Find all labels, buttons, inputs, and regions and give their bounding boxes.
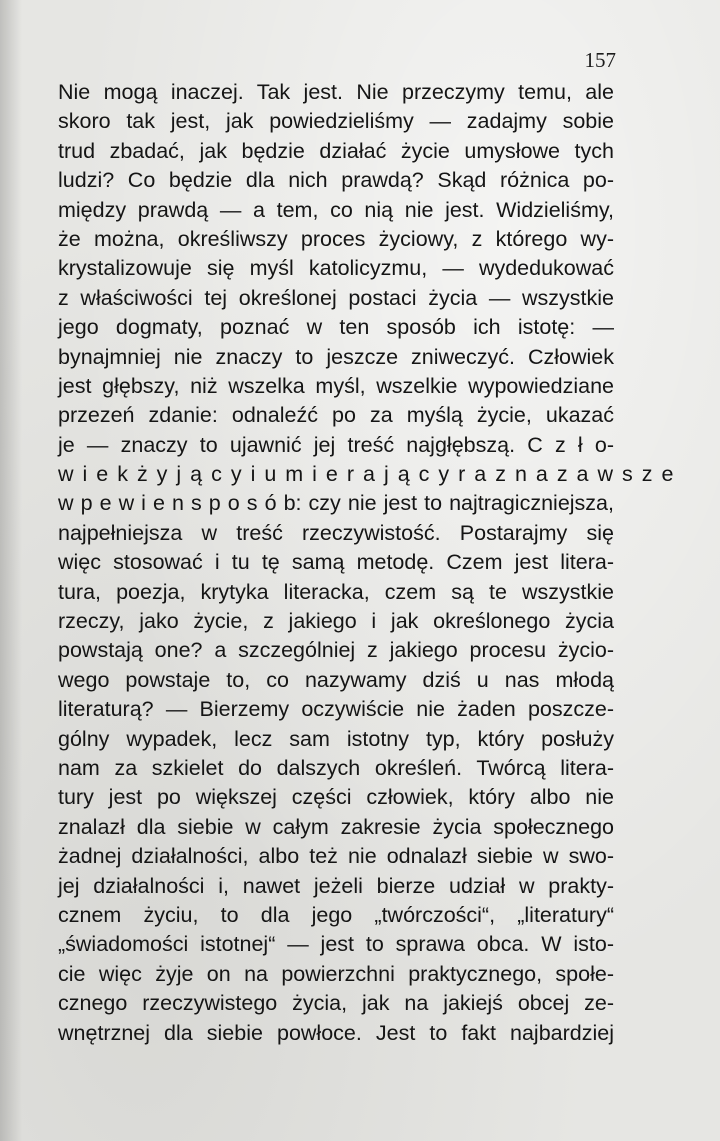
- text-line: cznem życiu, to dla jego „twórczości“, „literatury“: [58, 902, 614, 927]
- text-line: wnętrznej dla siebie powłoce. Jest to fakt najbardziej: [58, 1020, 614, 1045]
- text-line: z właściwości tej określonej postaci życia — wszystkie: [58, 285, 614, 310]
- text-line: w p e w i e n s p o s ó b: czy nie jest to najtragiczniejsza,: [58, 491, 614, 516]
- text-line: krystalizowuje się myśl katolicyzmu, — wydedukować: [58, 256, 614, 281]
- text-line: bynajmniej nie znaczy to jeszcze zniweczyć. Człowiek: [58, 344, 614, 369]
- text-line: rzeczy, jako życie, z jakiego i jak określonego życia: [58, 609, 614, 634]
- text-line: jej działalności i, nawet jeżeli bierze udział w prakty-: [58, 873, 614, 898]
- text-line: ludzi? Co będzie dla nich prawdą? Skąd różnica po-: [58, 168, 614, 193]
- body-text: [58, 78, 675, 1048]
- text-line: jest głębszy, niż wszelka myśl, wszelkie wypowiedziane: [58, 373, 614, 398]
- text-line: trud zbadać, jak będzie działać życie umysłowe tych: [58, 138, 614, 163]
- text-line: powstają one? a szczególniej z jakiego procesu życio-: [58, 638, 614, 663]
- text-line: jego dogmaty, poznać w ten sposób ich istotę: —: [58, 315, 614, 340]
- text-line: wego powstaje to, co nazywamy dziś u nas młodą: [58, 667, 614, 692]
- text-line: cie więc żyje on na powierzchni praktycznego, społe-: [58, 961, 614, 986]
- text-line: je — znaczy to ujawnić jej treść najgłębszą. C z ł o-: [58, 432, 614, 457]
- text-line: „świadomości istotnej“ — jest to sprawa obca. W isto-: [58, 932, 614, 957]
- text-line: tura, poezja, krytyka literacka, czem są te wszystkie: [58, 579, 614, 604]
- text-line: literaturą? — Bierzemy oczywiście nie żaden poszcze-: [58, 697, 614, 722]
- text-line: najpełniejsza w treść rzeczywistość. Postarajmy się: [58, 520, 614, 545]
- text-line: gólny wypadek, lecz sam istotny typ, który posłuży: [58, 726, 614, 751]
- text-line: nam za szkielet do dalszych określeń. Twórcą litera-: [58, 755, 614, 780]
- text-line: żadnej działalności, albo też nie odnalazł siebie w swo-: [58, 844, 614, 869]
- text-line: więc stosować i tu tę samą metodę. Czem jest litera-: [58, 550, 614, 575]
- text-line: między prawdą — a tem, co nią nie jest. Widzieliśmy,: [58, 197, 614, 222]
- text-line: cznego rzeczywistego życia, jak na jakiejś obcej ze-: [58, 991, 614, 1016]
- text-line: Nie mogą inaczej. Tak jest. Nie przeczymy temu, ale: [58, 80, 614, 104]
- text-line: znalazł dla siebie w całym zakresie życia społecznego: [58, 814, 614, 839]
- text-line: skoro tak jest, jak powiedzieliśmy — zadajmy sobie: [58, 109, 614, 134]
- text-line: tury jest po większej części człowiek, który albo nie: [58, 785, 614, 810]
- text-line: że można, określiwszy proces życiowy, z którego wy-: [58, 226, 614, 251]
- text-line-spaced: w i e k ż y j ą c y i u m i e r a j ą c y r a z n a z a w s z e: [58, 462, 675, 487]
- text-line: przezeń zdanie: odnaleźć po za myślą życie, ukazać: [58, 403, 614, 428]
- page-number: 157: [584, 48, 616, 72]
